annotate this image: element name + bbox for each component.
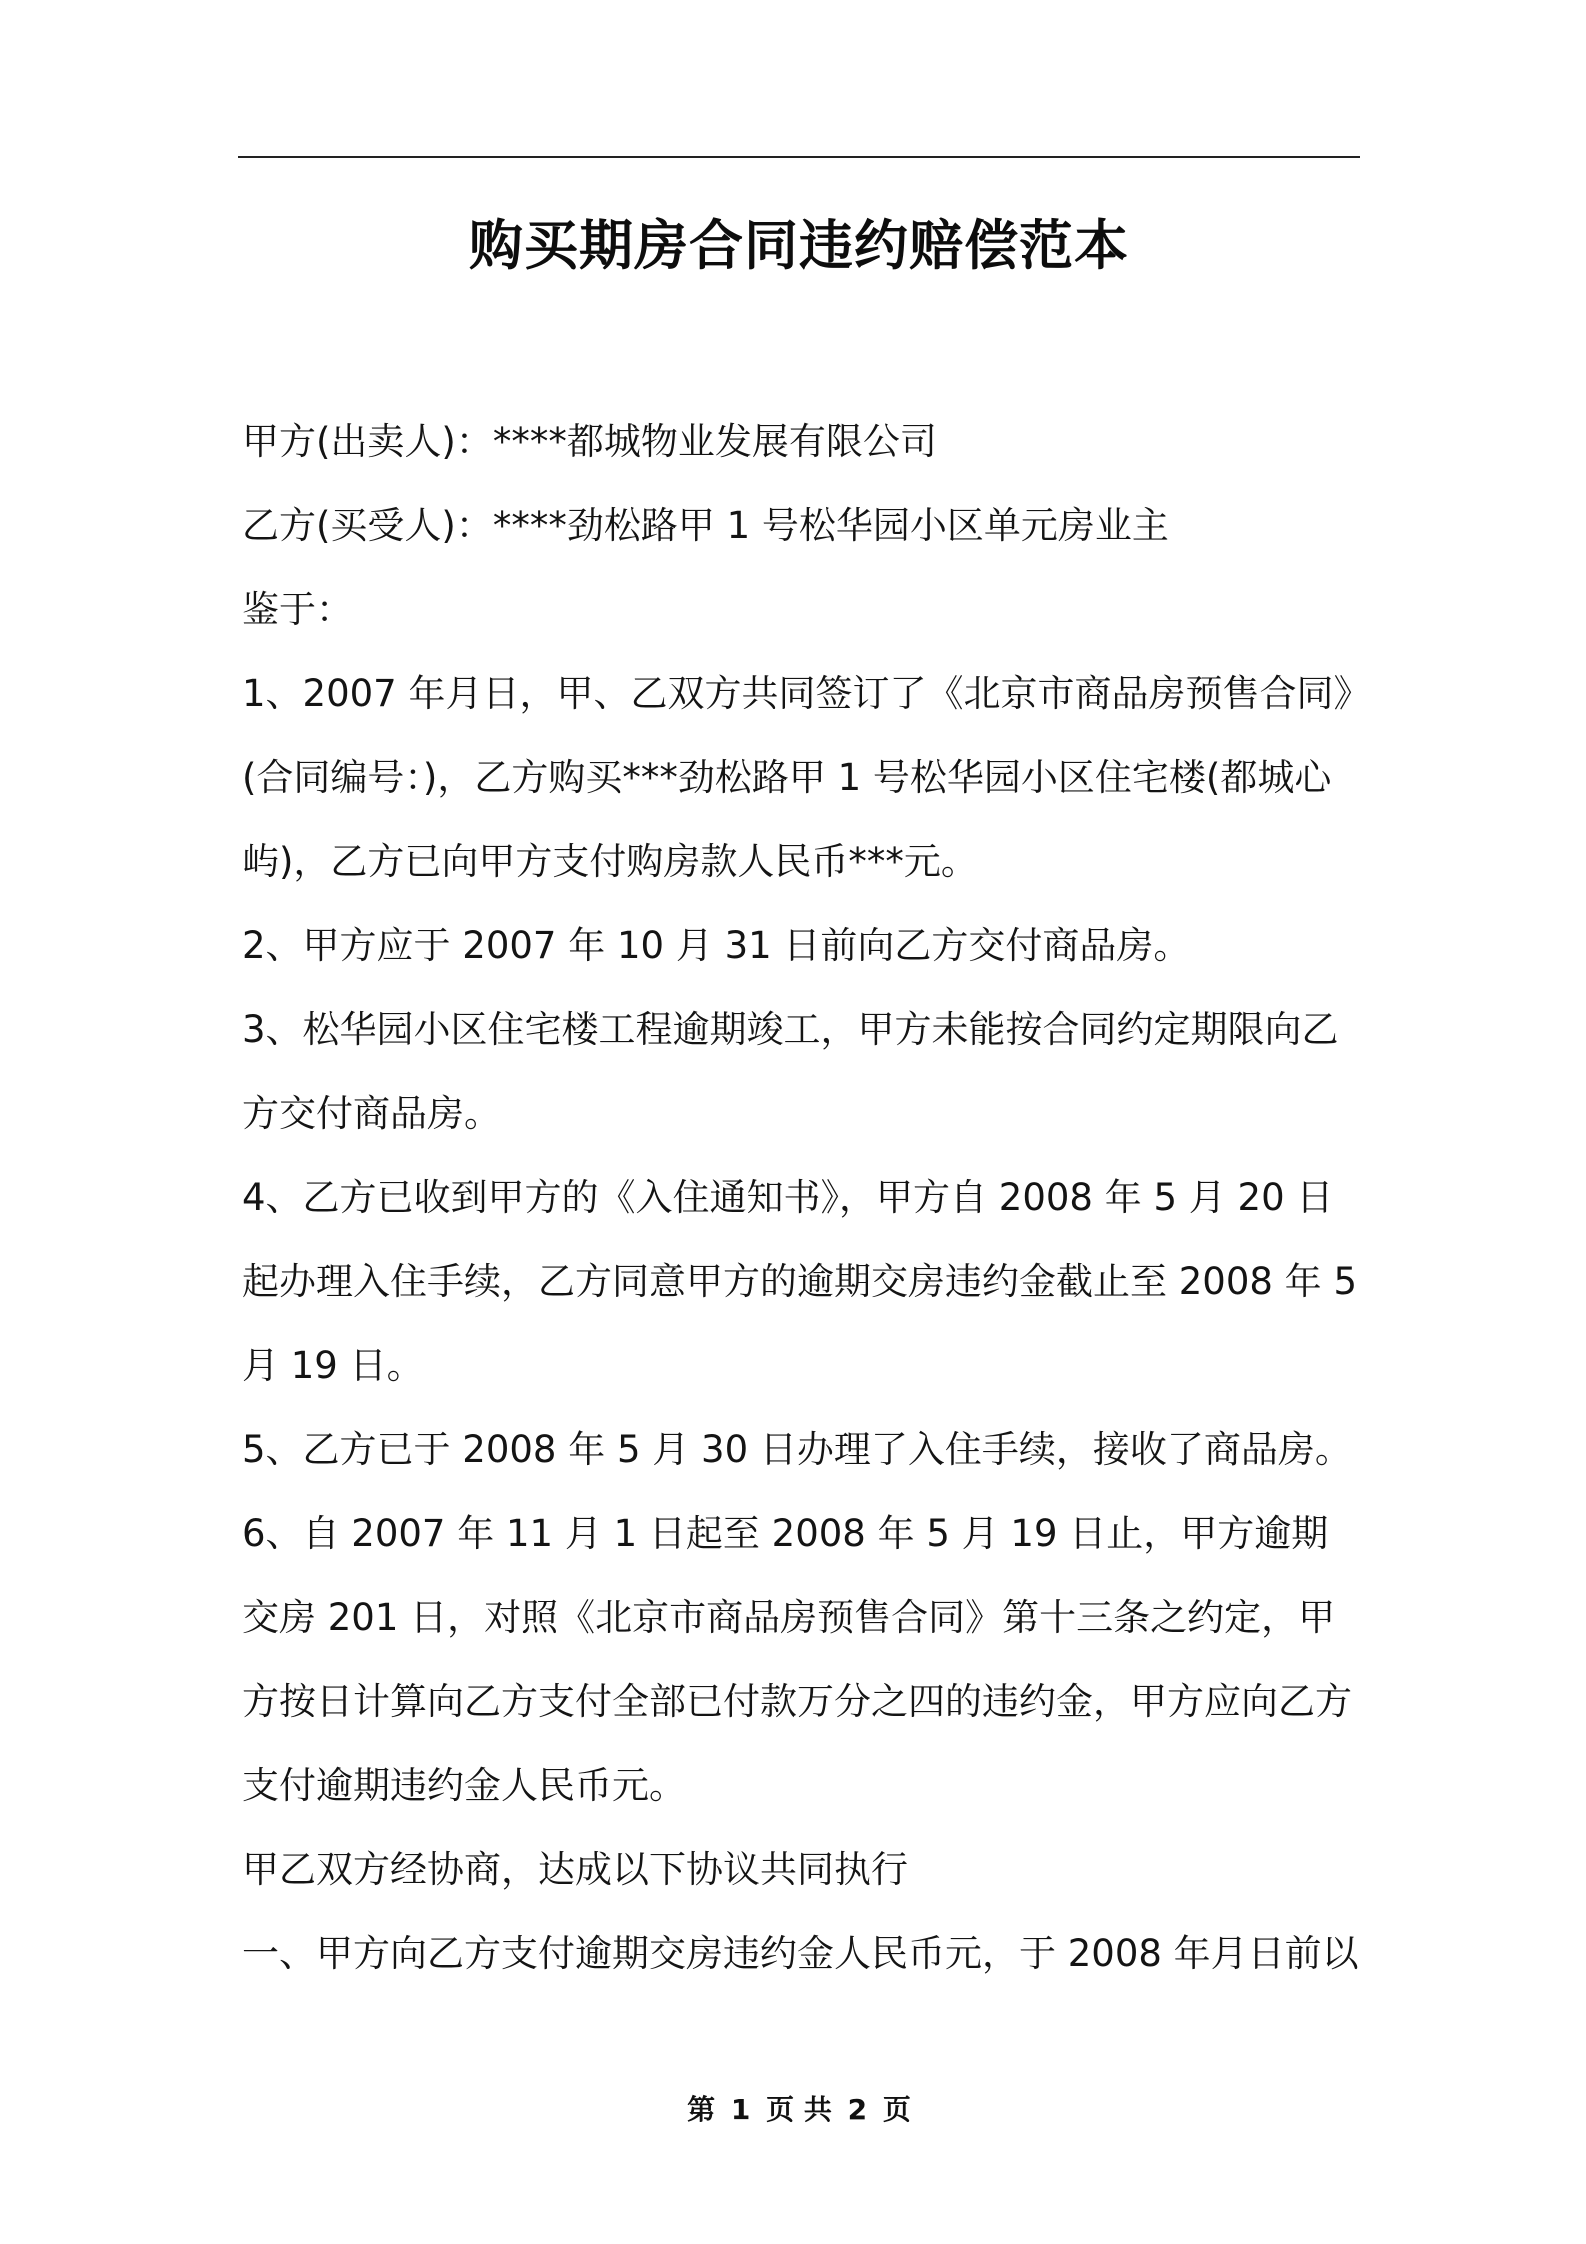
footer-page-number: 1 [730,2093,751,2126]
agreement-intro: 甲乙双方经协商，达成以下协议共同执行 [242,1848,908,1891]
document-title: 购买期房合同违约赔偿范本 [469,214,1129,277]
party-b-line: 乙方(买受人)：****劲松路甲 1 号松华园小区单元房业主 [242,504,1169,547]
document-body [242,400,1360,1996]
footer-suffix: 页 [882,2093,911,2126]
footer-page-total: 2 [847,2093,868,2126]
clause-6: 6、自 2007 年 11 月 1 日起至 2008 年 5 月 19 日止，甲方逾期交房 201 日，对照《北京市商品房预售合同》第十三条之约定，甲方按日计算向乙方支付全部已付款万分之四的违约金，甲方应向乙方支付逾期违约金人民币元。 [242,1512,1352,1807]
footer-middle: 页 共 [766,2093,832,2126]
clause-4: 4、乙方已收到甲方的《入住通知书》，甲方自 2008 年 5 月 20 日起办理入住手续，乙方同意甲方的逾期交房违约金截止至 2008 年 5 月 19 日。 [242,1176,1357,1387]
footer-prefix: 第 [687,2093,716,2126]
clause-2: 2、甲方应于 2007 年 10 月 31 日前向乙方交付商品房。 [242,924,1191,967]
clause-1: 1、2007 年月日，甲、乙双方共同签订了《北京市商品房预售合同》(合同编号：)，乙方购买***劲松路甲 1 号松华园小区住宅楼(都城心屿)，乙方已向甲方支付购房款人民币***元。 [242,672,1352,883]
party-a-line: 甲方(出卖人)：****都城物业发展有限公司 [242,420,937,463]
whereas-heading: 鉴于： [242,588,353,631]
clause-3: 3、松华园小区住宅楼工程逾期竣工，甲方未能按合同约定期限向乙方交付商品房。 [242,1008,1339,1135]
page-footer [238,2090,1360,2130]
agreement-item-1: 一、甲方向乙方支付逾期交房违约金人民币元，于 2008 年月日前以 [242,1932,1359,1975]
header-rule [238,156,1360,158]
clause-5: 5、乙方已于 2008 年 5 月 30 日办理了入住手续，接收了商品房。 [242,1428,1352,1471]
